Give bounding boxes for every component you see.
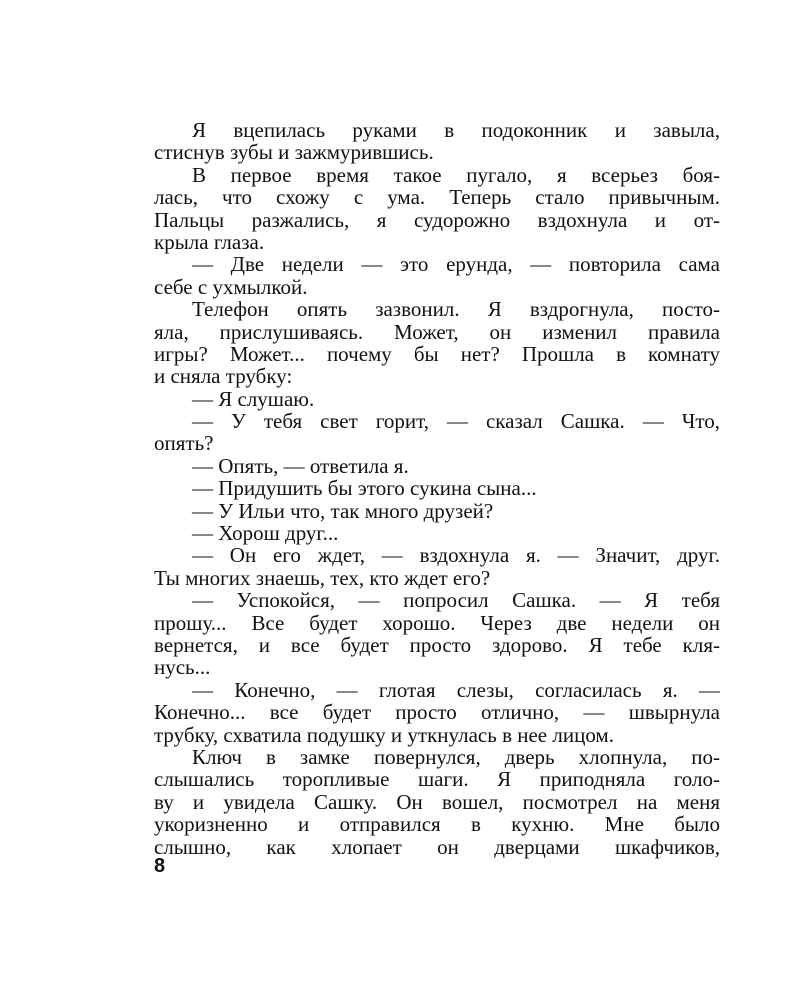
text-line: Телефон опять зазвонил. Я вздрогнула, посто- <box>192 297 720 322</box>
text-line: слышно, как хлопает он дверцами шкафчиков, <box>154 834 720 859</box>
text-line: — Он его ждет, — вздохнула я. — Значит, друг. <box>192 543 720 568</box>
text-line: стиснув зубы и зажмурившись. <box>154 140 434 165</box>
text-line: и сняла трубку: <box>154 364 293 389</box>
text-line: Ключ в замке повернулся, дверь хлопнула, по- <box>192 744 720 769</box>
text-line: ву и увидела Сашку. Он вошел, посмотрел на меня <box>154 789 720 814</box>
text-line: слышались торопливые шаги. Я приподняла голо- <box>154 767 720 792</box>
text-line: прошу... Все будет хорошо. Через две недели он <box>154 610 720 635</box>
text-line: Ты многих знаешь, тех, кто ждет его? <box>154 565 491 590</box>
text-line: — Я слушаю. <box>192 386 315 411</box>
text-line: укоризненно и отправился в кухню. Мне было <box>154 812 720 837</box>
text-line: — Успокойся, — попросил Сашка. — Я тебя <box>192 588 720 613</box>
text-line: опять? <box>154 431 214 456</box>
text-line: Пальцы разжались, я судорожно вздохнула и от- <box>154 207 720 232</box>
text-line: — Опять, — ответила я. <box>192 453 409 478</box>
text-line: вернется, и все будет просто здорово. Я тебе кля- <box>154 632 720 657</box>
text-line: трубку, схватила подушку и уткнулась в нее лицом. <box>154 722 614 747</box>
text-line: Конечно... все будет просто отлично, — швырнула <box>154 700 720 725</box>
text-line: нусь... <box>154 655 211 680</box>
text-line: себе с ухмылкой. <box>154 274 308 299</box>
text-line: яла, прислушиваясь. Может, он изменил правила <box>154 319 720 344</box>
text-line: В первое время такое пугало, я всерьез боя- <box>192 162 720 187</box>
text-line: — Конечно, — глотая слезы, согласилась я. — <box>192 677 720 702</box>
text-line: крыла глаза. <box>154 229 265 254</box>
text-line: игры? Может... почему бы нет? Прошла в комнату <box>154 341 720 366</box>
text-line: Я вцепилась руками в подоконник и завыла, <box>192 118 720 142</box>
text-line: — Придушить бы этого сукина сына... <box>192 476 537 501</box>
text-line: — У тебя свет горит, — сказал Сашка. — Что, <box>192 409 720 434</box>
text-line: — Хорош друг... <box>192 521 339 546</box>
page-number: 8 <box>154 855 166 877</box>
text-line: — Две недели — это ерунда, — повторила сама <box>192 252 720 277</box>
text-line: — У Ильи что, так много друзей? <box>192 498 494 523</box>
text-line: лась, что схожу с ума. Теперь стало привычным. <box>154 185 720 210</box>
body-text <box>154 119 720 858</box>
